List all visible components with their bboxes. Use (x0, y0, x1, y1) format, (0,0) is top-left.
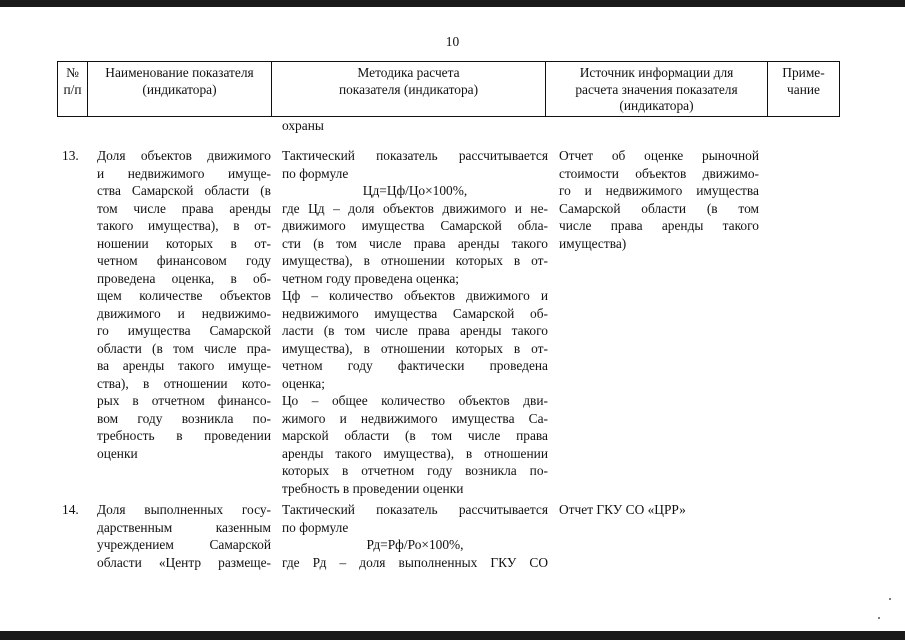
row-13-name: Доля объектов движимого и недвижимого имуще- ства Самарской области (в том числе права аренды такого имущества), в от- ношении которых в от- четном финансовом году проведена оценка, в об- щем количестве объектов движимого и недвижимо- го имущества Самарской области (в том числе пра- ва аренды такого имуще- ства), в отношении кото- рых в отчетном финансо- вом году возникла по- требность в проведении оценки (97, 148, 271, 461)
header-note: Приме- чание (768, 62, 840, 117)
row-14-method: Тактический показатель рассчитывается по формуле Рд=Рф/Ро×100%, где Рд – доля выполненных ГКУ СО (282, 502, 548, 570)
header-source: Источник информации для расчета значения показателя (индикатора) (546, 62, 768, 117)
scan-speck (889, 598, 891, 600)
header-name: Наименование показателя (индикатора) (88, 62, 272, 117)
header-method: Методика расчета показателя (индикатора) (272, 62, 546, 117)
formula-rd: Рд=Рф/Ро×100%, (366, 537, 464, 552)
scan-bottom-border (0, 631, 905, 640)
header-num: № п/п (58, 62, 88, 117)
row-14-number: 14. (62, 502, 79, 517)
row-14-source: Отчет ГКУ СО «ЦРР» (559, 502, 686, 517)
row-13-source: Отчет об оценке рыночной стоимости объектов движимо- го и недвижимого имущества Самарской области (в том числе права аренды такого имущества) (559, 148, 759, 251)
formula-cd: Цд=Цф/Цо×100%, (362, 183, 468, 198)
table-header-row (58, 62, 840, 117)
row-13-number: 13. (62, 148, 79, 163)
table-header (57, 61, 840, 117)
scan-speck (878, 617, 880, 619)
page-number: 10 (445, 34, 460, 49)
row-13-method: Тактический показатель рассчитывается по формуле Цд=Цф/Цо×100%, где Цд – доля объектов движимого и не- движимого имущества Самарской обла- сти (в том числе права аренды такого имущества), в отношении которых в от- четном году проведена оценка; Цф – количество объектов движимого и недвижимого имущества Самарской об- ласти (в том числе права аренды такого имущества), в отношении которых в от- четном году фактически проведена оценка; Цо – общее количество объектов дви- жимого и недвижимого имущества Са- марской области (в том числе права аренды такого имущества), в отношении которых в отчетном году возникла по- требность в проведении оценки (282, 148, 548, 496)
row-14-name: Доля выполненных госу- дарственным казенным учреждением Самарской области «Центр размеще- (97, 502, 271, 570)
scan-top-border (0, 0, 905, 7)
continuation-text: охраны (282, 118, 324, 133)
